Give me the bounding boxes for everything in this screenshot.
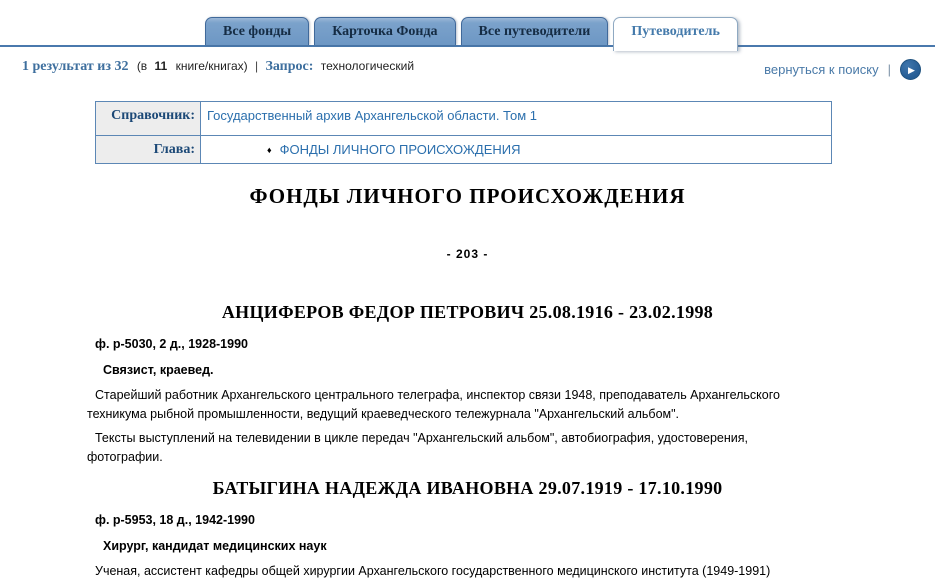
- guide-title-link[interactable]: Государственный архив Архангельской области. Том 1: [207, 108, 537, 123]
- tab-all-fonds[interactable]: Все фонды: [205, 17, 309, 45]
- biography-paragraph: Старейший работник Архангельского центрального телеграфа, инспектор связи 1948, преподаватель Архангельского техникума рыбной промышленности, ведущий краеведческого тележурнала "Архангельский альбом".: [87, 388, 780, 421]
- person-heading: БАТЫГИНА НАДЕЖДА ИВАНОВНА 29.07.1919 - 17.10.1990: [212, 478, 723, 498]
- section-title: ФОНДЫ ЛИЧНОГО ПРОИСХОЖДЕНИЯ: [249, 184, 686, 208]
- chapter-row-label: Глава:: [96, 136, 201, 164]
- documents-paragraph: Тексты выступлений на телевидении в цикле передач "Архангельский альбом", автобиография, удостоверения, фотографии.: [87, 431, 748, 464]
- results-summary: [22, 57, 414, 76]
- results-bar: [0, 50, 935, 84]
- fond-reference: ф. р-5953, 18 д., 1942-1990: [95, 513, 255, 527]
- back-to-search-link[interactable]: вернуться к поиску: [764, 61, 879, 77]
- forward-arrow-icon: ▶: [908, 64, 915, 75]
- occupation-line: Связист, краевед.: [103, 363, 214, 377]
- tab-baseline-divider: [0, 45, 935, 47]
- results-count: 1 результат из 32: [22, 59, 129, 74]
- biography-paragraph: Ученая, ассистент кафедры общей хирургии Архангельского государственного медицинского института (1949-1991): [95, 564, 771, 578]
- tab-strip: [0, 0, 935, 50]
- fond-entry: [0, 478, 935, 581]
- page-number: - 203 -: [446, 247, 489, 261]
- query-value: технологический: [320, 59, 415, 73]
- books-suffix: книге/книгах): [175, 59, 248, 73]
- guide-info-table: [95, 101, 832, 164]
- results-actions: [764, 57, 921, 80]
- forward-arrow-button[interactable]: [900, 59, 921, 80]
- guide-row-label: Справочник:: [96, 102, 201, 136]
- table-row: [96, 136, 832, 164]
- person-heading: АНЦИФЕРОВ ФЕДОР ПЕТРОВИЧ 25.08.1916 - 23.02.1998: [221, 302, 714, 322]
- tab-all-guides[interactable]: Все путеводители: [461, 17, 609, 45]
- fond-entry: [0, 302, 935, 467]
- tab-fond-card[interactable]: Карточка Фонда: [314, 17, 455, 45]
- guide-document: [0, 184, 935, 581]
- chapter-link[interactable]: ФОНДЫ ЛИЧНОГО ПРОИСХОЖДЕНИЯ: [279, 142, 521, 157]
- results-separator: |: [254, 59, 259, 73]
- tabs-container: [205, 17, 738, 45]
- books-prefix: (в: [136, 59, 148, 73]
- books-count: 11: [154, 59, 168, 73]
- table-row: [96, 102, 832, 136]
- tab-guide-active[interactable]: Путеводитель: [613, 17, 738, 51]
- query-label: Запрос:: [265, 59, 314, 74]
- occupation-line: Хирург, кандидат медицинских наук: [103, 539, 327, 553]
- fond-reference: ф. р-5030, 2 д., 1928-1990: [95, 337, 248, 351]
- diamond-bullet-icon: ♦: [267, 145, 272, 155]
- back-link-separator: |: [887, 61, 891, 77]
